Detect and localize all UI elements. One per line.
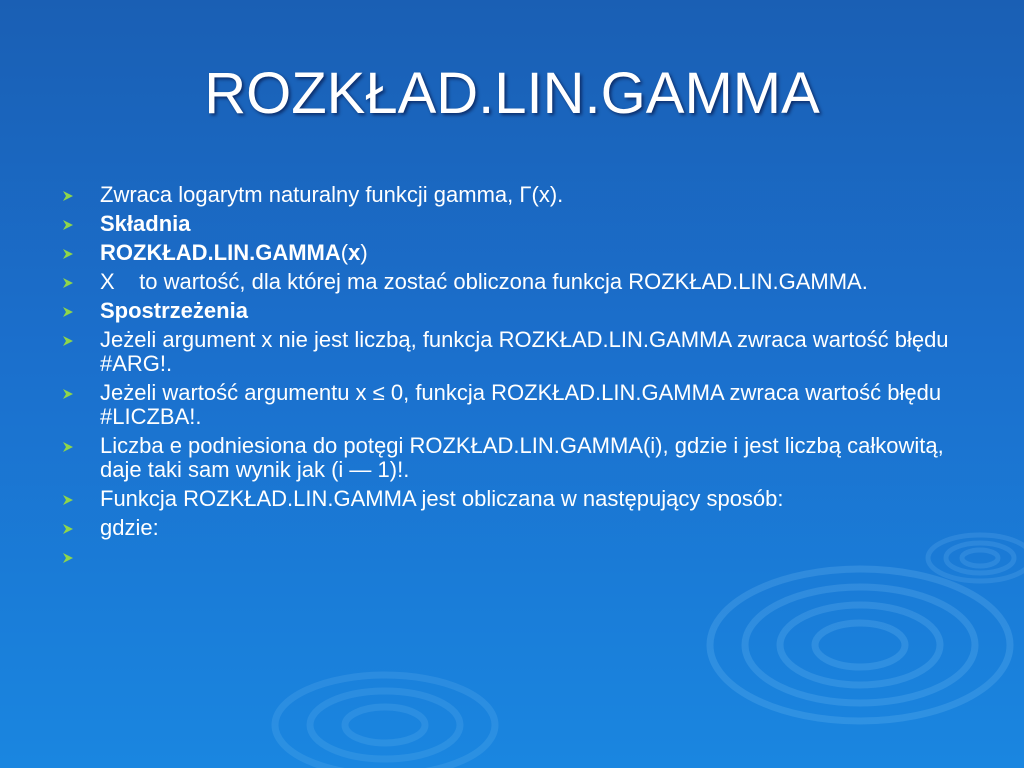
list-item xyxy=(62,241,962,265)
arrowhead-bullet-icon xyxy=(62,552,74,564)
section-heading-syntax: Składnia xyxy=(100,211,191,236)
argument-name: x xyxy=(348,240,361,265)
arrowhead-bullet-icon xyxy=(62,277,74,289)
item-text: gdzie: xyxy=(100,515,159,540)
list-item-empty xyxy=(62,545,962,569)
arrowhead-bullet-icon xyxy=(62,388,74,400)
item-text: Jeżeli wartość argumentu x ≤ 0, funkcja ROZKŁAD.LIN.GAMMA zwraca wartość błędu #LICZBA!. xyxy=(100,380,942,429)
section-heading-remarks: Spostrzeżenia xyxy=(100,298,248,323)
function-name: ROZKŁAD.LIN.GAMMA xyxy=(100,240,341,265)
list-item xyxy=(62,516,962,540)
list-item xyxy=(62,212,962,236)
arrowhead-bullet-icon xyxy=(62,248,74,260)
arrowhead-bullet-icon xyxy=(62,494,74,506)
list-item xyxy=(62,270,962,294)
item-text: Liczba e podniesiona do potęgi ROZKŁAD.LIN.GAMMA(i), gdzie i jest liczbą całkowitą, daje taki sam wynik jak (i — 1)!. xyxy=(100,433,944,482)
item-text: Jeżeli argument x nie jest liczbą, funkcja ROZKŁAD.LIN.GAMMA zwraca wartość błędu #ARG!. xyxy=(100,327,949,376)
paren-close: ) xyxy=(360,240,368,265)
item-text: Funkcja ROZKŁAD.LIN.GAMMA jest obliczana w następujący sposób: xyxy=(100,486,784,511)
list-item xyxy=(62,299,962,323)
arrowhead-bullet-icon xyxy=(62,441,74,453)
arrowhead-bullet-icon xyxy=(62,523,74,535)
bullet-list xyxy=(62,183,962,574)
list-item xyxy=(62,434,962,482)
arrowhead-bullet-icon xyxy=(62,306,74,318)
arrowhead-bullet-icon xyxy=(62,335,74,347)
arrowhead-bullet-icon xyxy=(62,219,74,231)
list-item xyxy=(62,487,962,511)
item-text: Zwraca logarytm naturalny funkcji gamma, Γ(x). xyxy=(100,182,564,207)
slide-title: ROZKŁAD.LIN.GAMMA xyxy=(204,61,820,126)
arrowhead-bullet-icon xyxy=(62,190,74,202)
list-item xyxy=(62,183,962,207)
item-text: X to wartość, dla której ma zostać obliczona funkcja ROZKŁAD.LIN.GAMMA. xyxy=(100,269,868,294)
list-item xyxy=(62,328,962,376)
list-item xyxy=(62,381,962,429)
paren-open: ( xyxy=(340,240,349,265)
